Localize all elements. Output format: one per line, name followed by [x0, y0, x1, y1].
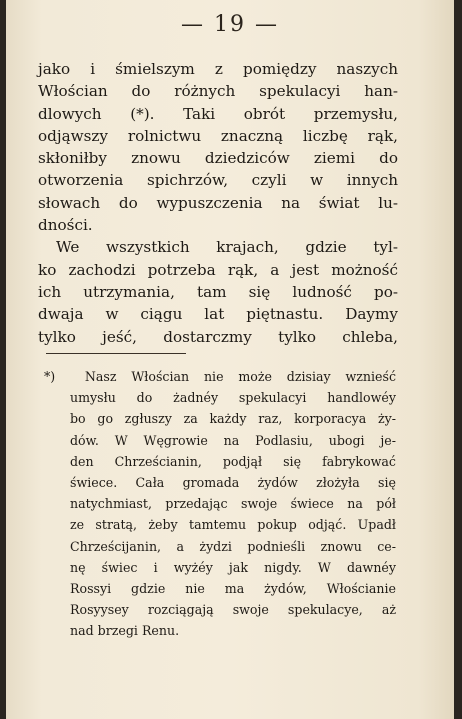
footnote-line: Rossyi gdzie nie ma żydów, Włościanie: [70, 581, 396, 597]
footnote-line: dów. W Węgrowie na Podlasiu, ubogi je-: [70, 432, 396, 448]
text-line: jako i śmielszym z pomiędzy naszych: [38, 60, 398, 78]
footnote-line: [44, 366, 396, 387]
footnote-line: natychmiast, przedając swoje świece na pół: [70, 496, 396, 512]
page-number: — 19 —: [181, 12, 279, 37]
footnote-line: Chrześcijanin, a żydzi podnieśli znowu ce-: [70, 538, 396, 554]
text-line: Włościan do różnych spekulacyi han-: [38, 82, 398, 101]
footnote-line: Rosyysey rozciągają swoje spekulacye, aż: [70, 602, 396, 618]
text-line: tylko jeść, dostarczmy tylko chleba,: [38, 327, 398, 346]
text-line: ko zachodzi potrzeba rąk, a jest możność: [38, 260, 398, 279]
footnote-line: ze stratą, żeby tamtemu pokup odjąć. Upadł: [70, 517, 396, 533]
text-line: skłoniłby znowu dziedziców ziemi do: [38, 149, 398, 168]
footnote-line: umysłu do żadnéy spekulacyi handlowéy: [70, 390, 396, 406]
text-line: odjąwszy rolnictwu znaczną liczbę rąk,: [38, 126, 398, 145]
footnote-line: nę świec i wyżéy jak nigdy. W dawnéy: [70, 559, 396, 575]
text-line: dlowych (*). Taki obrót przemysłu,: [38, 104, 398, 123]
footnote-line: den Chrześcianin, podjął się fabrykować: [70, 453, 396, 469]
text-line: We wszystkich krajach, gdzie tyl-: [56, 238, 398, 257]
text-line: dności.: [38, 216, 93, 235]
text-line: słowach do wypuszczenia na świat lu-: [38, 193, 398, 212]
footnote-divider: [46, 353, 186, 354]
text-line: ich utrzymania, tam się ludność po-: [38, 282, 398, 301]
footnote-line: świece. Cała gromada żydów złożyła się: [70, 475, 396, 491]
text-line: otworzenia spichrzów, czyli w innych: [38, 171, 398, 190]
footnote-text: Nasz Włościan nie może dzisiay wznieść: [84, 369, 396, 384]
footnote-line: nad brzegi Renu.: [70, 623, 180, 639]
footnote-marker: *): [44, 369, 56, 384]
main-text: [38, 58, 398, 348]
footnote-line: bo go zgłuszy za każdy raz, korporacya ży-: [70, 411, 396, 427]
footnote: [44, 366, 396, 642]
text-line: dwaja w ciągu lat piętnastu. Daymy: [38, 305, 398, 324]
book-page: [6, 0, 454, 719]
